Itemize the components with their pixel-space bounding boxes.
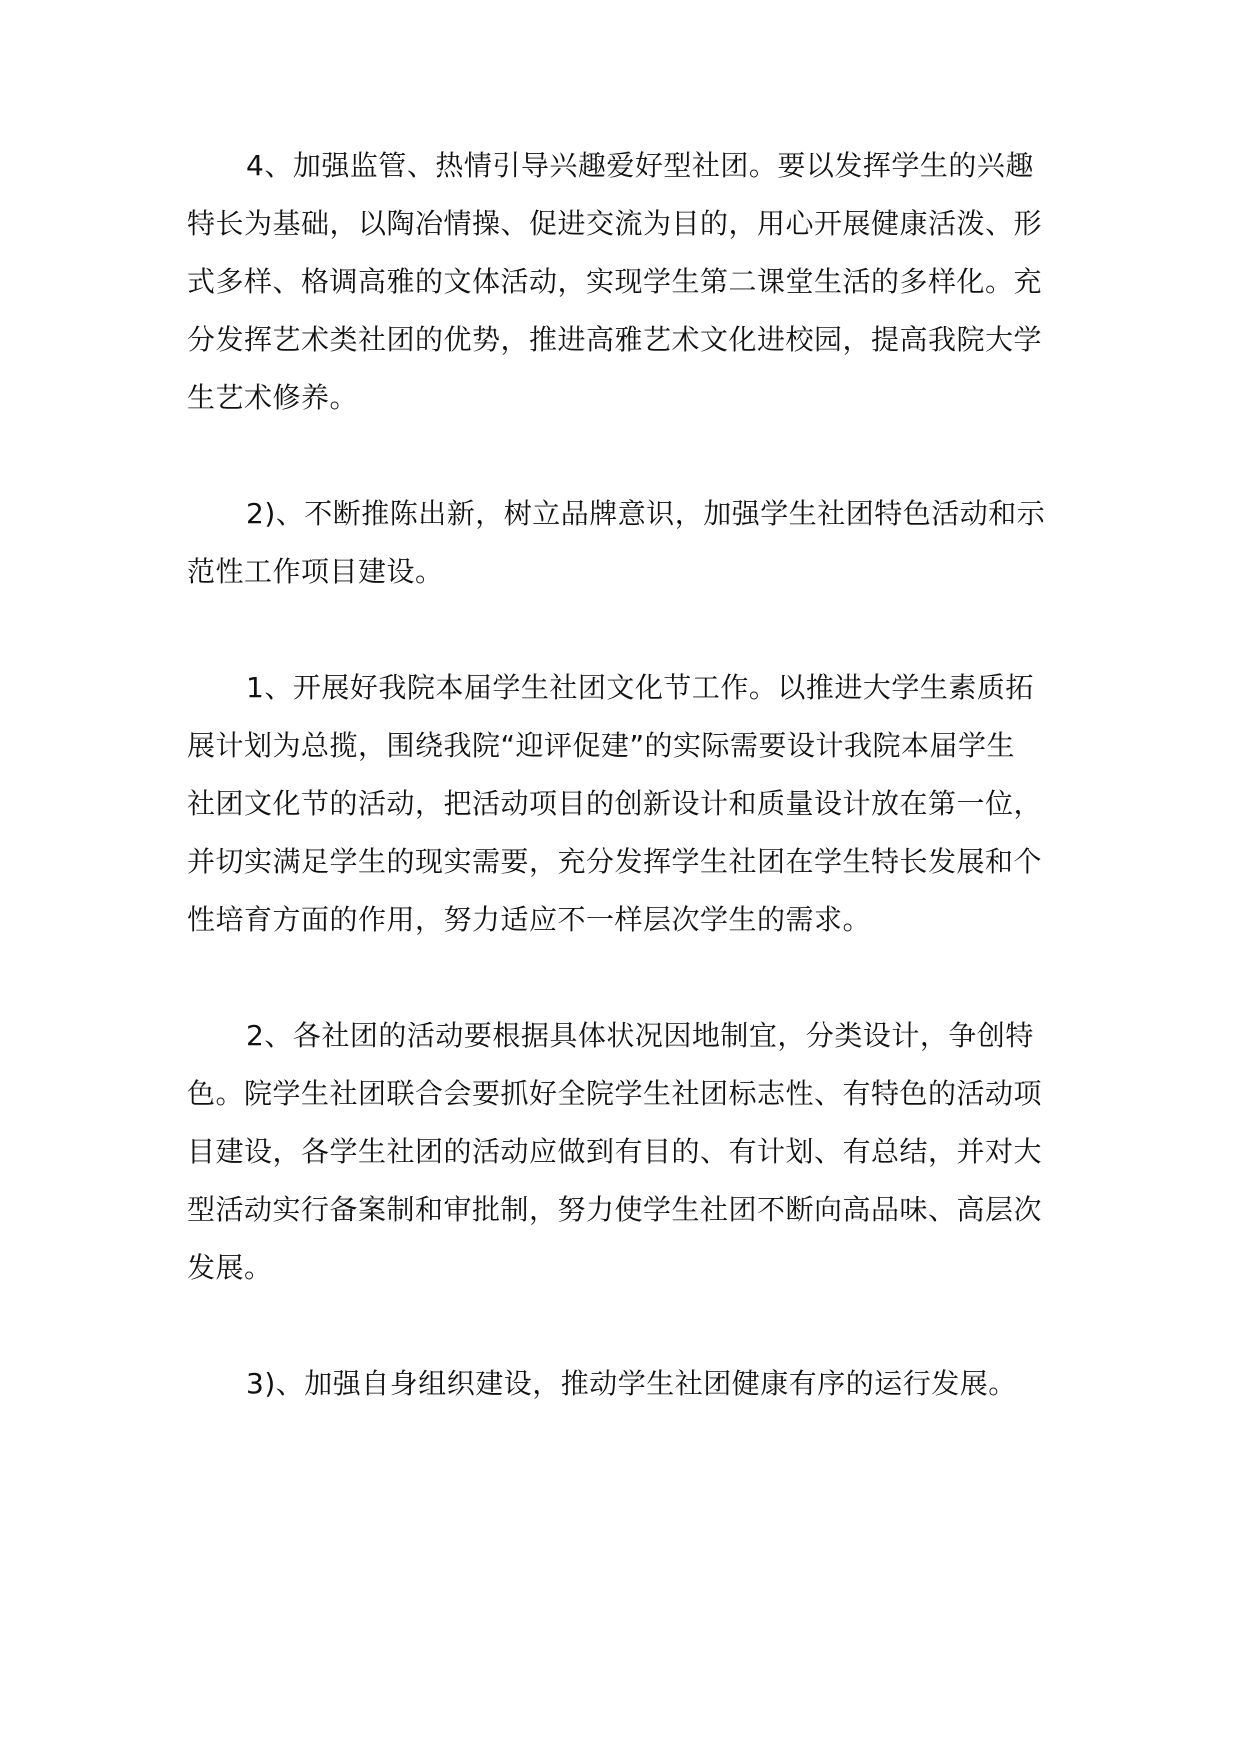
paragraph-2-line-2: 范性工作项目建设。: [187, 555, 444, 588]
paragraph-1-line-4: 分发挥艺术类社团的优势，推进高雅艺术文化进校园，提高我院大学: [187, 323, 1043, 356]
paragraph-5-line-1: 3)、加强自身组织建设，推动学生社团健康有序的运行发展。: [246, 1367, 1017, 1400]
paragraph-1-line-1: 4、加强监管、热情引导兴趣爱好型社团。要以发挥学生的兴趣: [246, 149, 1034, 182]
paragraph-3-line-2: 展计划为总揽，围绕我院“迎评促建”的实际需要设计我院本届学生: [187, 729, 1016, 762]
paragraph-3-line-1: 1、开展好我院本届学生社团文化节工作。以推进大学生素质拓: [246, 671, 1034, 704]
paragraph-1-line-2: 特长为基础，以陶冶情操、促进交流为目的，用心开展健康活泼、形: [187, 207, 1043, 240]
paragraph-4-line-3: 目建设，各学生社团的活动应做到有目的、有计划、有总结，并对大: [187, 1135, 1043, 1168]
paragraph-4-line-5: 发展。: [187, 1251, 273, 1284]
paragraph-1-line-3: 式多样、格调高雅的文体活动，实现学生第二课堂生活的多样化。充: [187, 265, 1043, 298]
paragraph-3-line-5: 性培育方面的作用，努力适应不一样层次学生的需求。: [187, 903, 872, 936]
paragraph-1-line-5: 生艺术修养。: [187, 381, 359, 414]
paragraph-4-line-2: 色。院学生社团联合会要抓好全院学生社团标志性、有特色的活动项: [187, 1077, 1043, 1110]
paragraph-3-line-3: 社团文化节的活动，把活动项目的创新设计和质量设计放在第一位，: [187, 787, 1043, 820]
paragraph-3-line-4: 并切实满足学生的现实需要，充分发挥学生社团在学生特长发展和个: [187, 845, 1043, 878]
paragraph-2-line-1: 2)、不断推陈出新，树立品牌意识，加强学生社团特色活动和示: [246, 497, 1046, 530]
paragraph-4-line-4: 型活动实行备案制和审批制，努力使学生社团不断向高品味、高层次: [187, 1193, 1043, 1226]
paragraph-4-line-1: 2、各社团的活动要根据具体状况因地制宜，分类设计，争创特: [246, 1019, 1034, 1052]
